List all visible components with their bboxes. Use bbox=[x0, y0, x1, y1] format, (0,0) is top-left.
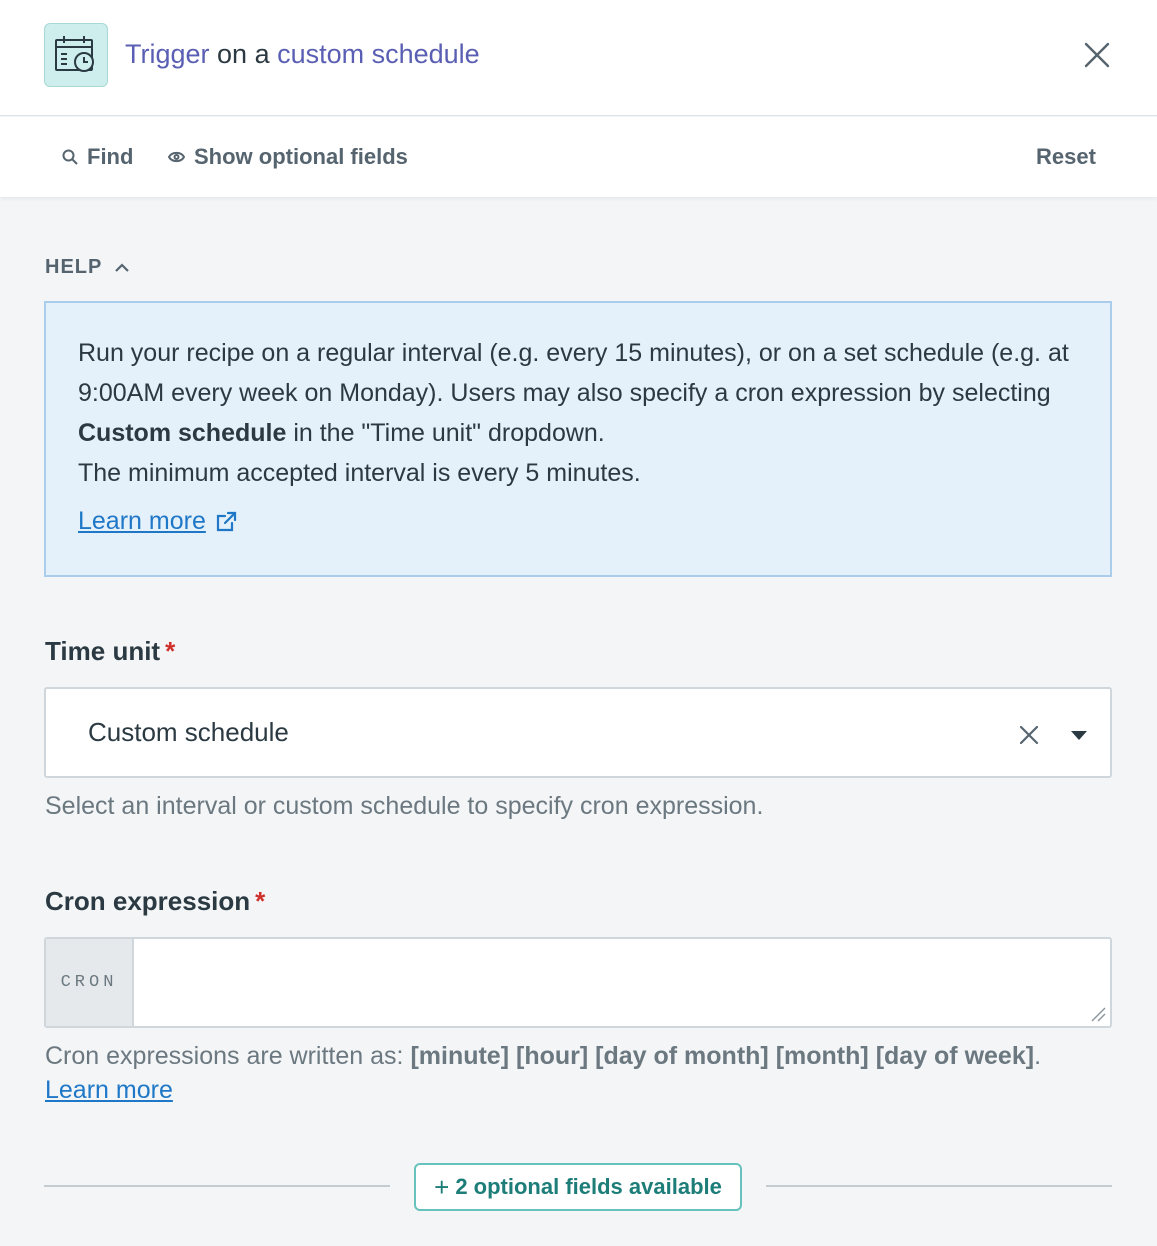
required-mark: * bbox=[255, 886, 266, 916]
help-text-bold: Custom schedule bbox=[78, 419, 287, 447]
cron-expression-input[interactable] bbox=[136, 939, 1110, 1026]
clear-selection-button[interactable] bbox=[1016, 722, 1042, 748]
clear-icon bbox=[1019, 725, 1039, 745]
eye-icon bbox=[168, 150, 185, 164]
required-mark: * bbox=[165, 636, 176, 666]
chevron-up-icon bbox=[114, 263, 130, 273]
close-icon bbox=[1084, 42, 1110, 68]
cron-expression-field bbox=[44, 937, 1112, 1028]
reset-label: Reset bbox=[1036, 144, 1096, 169]
time-unit-select[interactable] bbox=[44, 687, 1112, 778]
cron-hint-hour: [hour] bbox=[516, 1042, 589, 1070]
close-button[interactable] bbox=[1080, 38, 1114, 72]
show-optional-fields-button[interactable] bbox=[168, 143, 408, 171]
cron-label-text: Cron expression bbox=[45, 886, 251, 916]
show-optional-label: Show optional fields bbox=[194, 144, 408, 169]
resize-handle-icon[interactable] bbox=[1090, 1006, 1106, 1022]
cron-hint bbox=[45, 1037, 1041, 1075]
title-trigger-link[interactable]: Trigger bbox=[125, 39, 210, 69]
cron-prefix: CRON bbox=[46, 939, 134, 1026]
help-toggle-label: HELP bbox=[45, 256, 103, 278]
help-learn-more-link[interactable] bbox=[78, 507, 238, 536]
cron-expression-label bbox=[45, 886, 265, 917]
time-unit-value: Custom schedule bbox=[88, 717, 289, 747]
optional-fields-button[interactable] bbox=[414, 1163, 742, 1211]
help-text-part2: in the "Time unit" dropdown. bbox=[286, 419, 605, 447]
cron-hint-day-of-week: [day of week] bbox=[875, 1042, 1035, 1070]
help-panel bbox=[44, 301, 1112, 577]
time-unit-label bbox=[45, 636, 175, 667]
external-link-icon bbox=[214, 510, 238, 534]
help-text-part1: Run your recipe on a regular interval (e.g. every 15 minutes), or on a set schedule (e.g. at 9:00AM every week on Monday). Users may also specify a cron expression by selecting bbox=[78, 339, 1069, 407]
cron-hint-month: [month] bbox=[775, 1042, 869, 1070]
help-learn-more-label: Learn more bbox=[78, 507, 206, 535]
page-title bbox=[125, 38, 480, 70]
caret-down-icon bbox=[1071, 731, 1087, 740]
dropdown-toggle[interactable] bbox=[1068, 725, 1090, 745]
time-unit-label-text: Time unit bbox=[45, 636, 161, 666]
reset-button[interactable] bbox=[1036, 143, 1096, 171]
help-text-line2: The minimum accepted interval is every 5 minutes. bbox=[78, 459, 641, 487]
cron-hint-day-of-month: [day of month] bbox=[595, 1042, 769, 1070]
cron-hint-suffix: . bbox=[1034, 1042, 1042, 1070]
plus-icon: + bbox=[434, 1171, 450, 1202]
cron-hint-minute: [minute] bbox=[410, 1042, 510, 1070]
help-text bbox=[78, 333, 1078, 493]
divider bbox=[44, 1185, 390, 1187]
search-icon bbox=[62, 149, 78, 165]
time-unit-hint: Select an interval or custom schedule to specify cron expression. bbox=[45, 792, 764, 820]
find-label: Find bbox=[87, 144, 134, 169]
cron-learn-more-link[interactable]: Learn more bbox=[45, 1076, 173, 1104]
toolbar bbox=[0, 117, 1157, 197]
title-schedule-link[interactable]: custom schedule bbox=[277, 39, 480, 69]
help-toggle[interactable] bbox=[45, 256, 130, 279]
divider bbox=[766, 1185, 1112, 1187]
optional-fields-label: 2 optional fields available bbox=[455, 1174, 722, 1199]
find-button[interactable] bbox=[62, 143, 133, 171]
header bbox=[0, 0, 1157, 116]
calendar-clock-icon bbox=[44, 23, 108, 87]
cron-hint-prefix: Cron expressions are written as: bbox=[45, 1042, 411, 1070]
title-connector: on a bbox=[209, 39, 278, 69]
